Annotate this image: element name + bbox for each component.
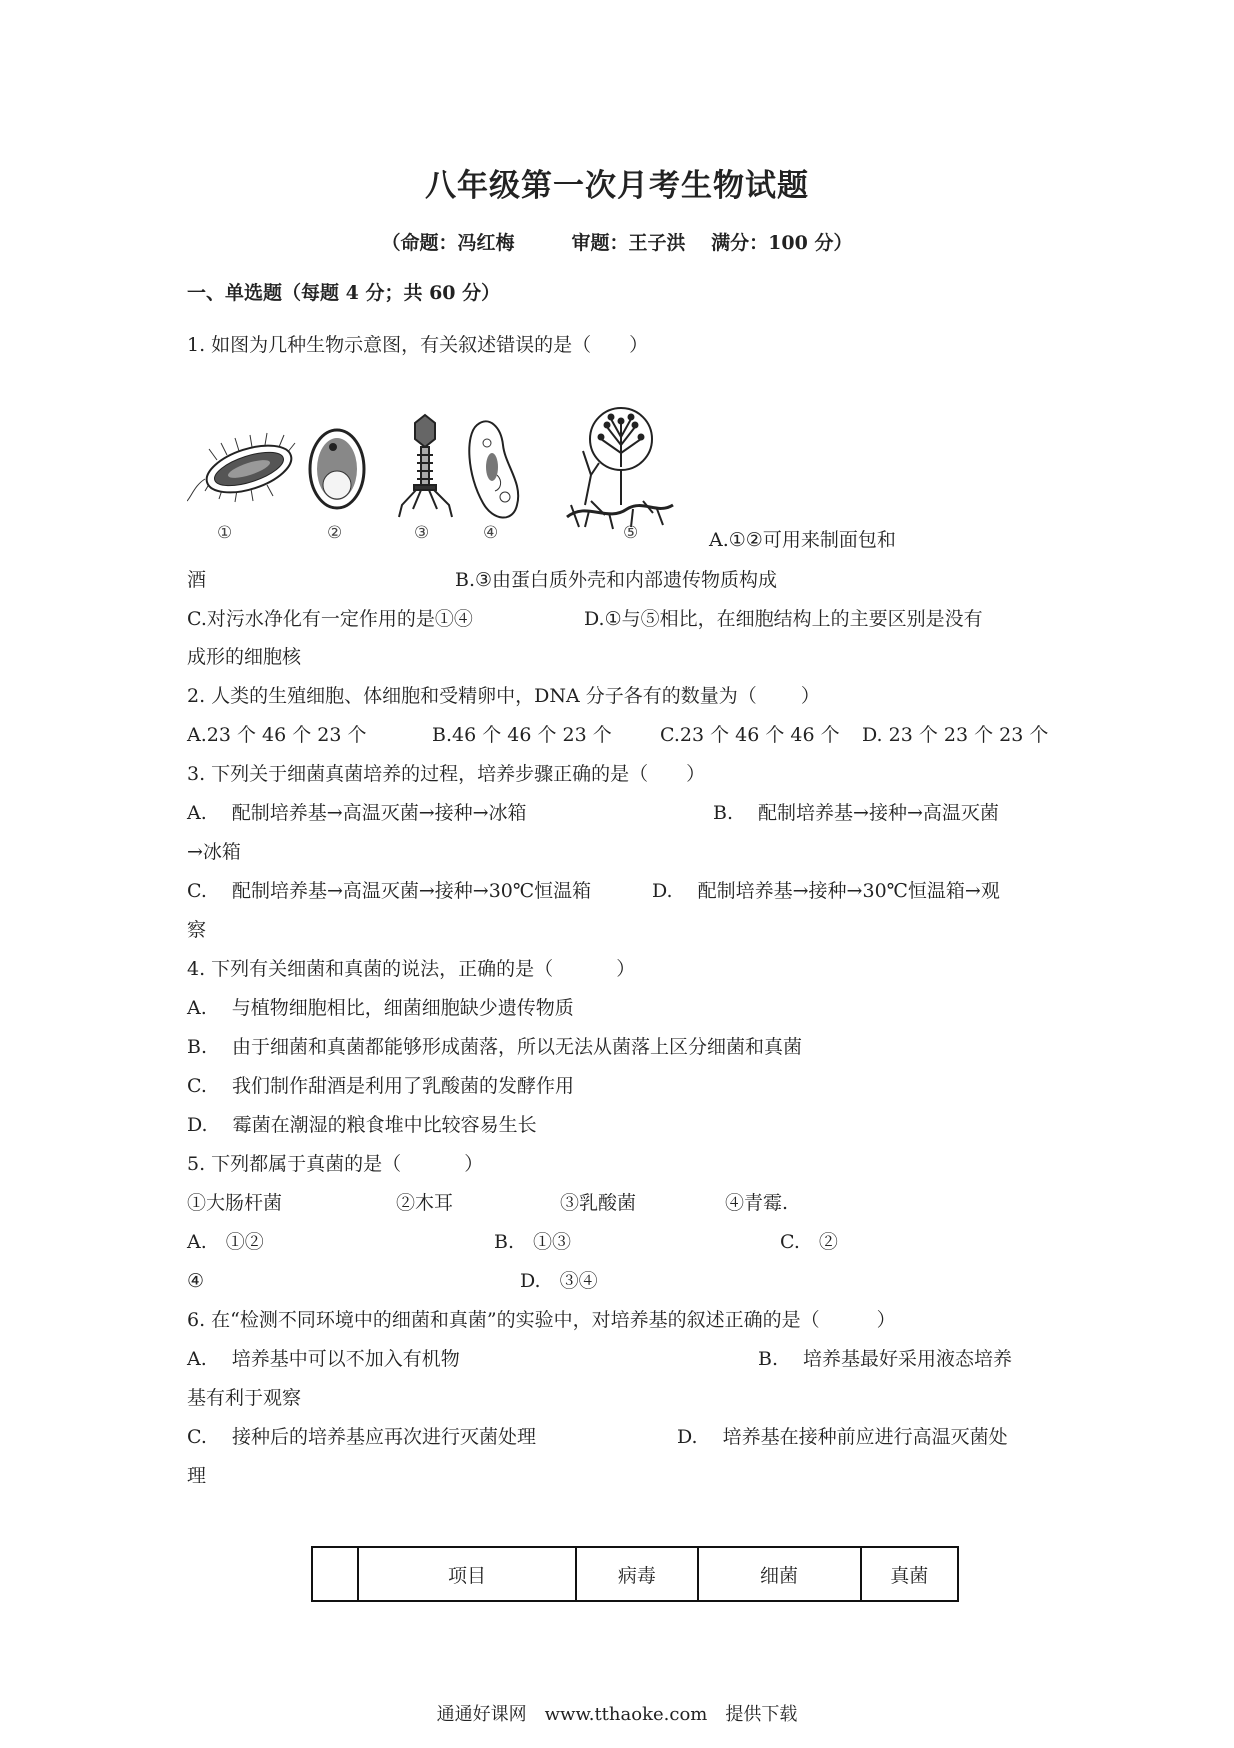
paramecium-illustration xyxy=(469,421,518,517)
question-2-option-c: C.23 个 46 个 46 个 xyxy=(660,724,840,746)
question-1-option-c: C.对污水净化有一定作用的是①④ xyxy=(187,608,473,630)
question-6-option-b: B. 培养基最好采用液态培养 xyxy=(758,1348,1013,1370)
question-4-option-c: C. 我们制作甜酒是利用了乳酸菌的发酵作用 xyxy=(187,1075,574,1097)
figure-label-3: ③ xyxy=(414,523,430,543)
exam-info: （命题：冯红梅 审题：王子洪 满分：100 分） xyxy=(381,232,853,254)
question-3-option-d-cont: 察 xyxy=(187,919,207,941)
virus-illustration xyxy=(399,415,452,517)
question-6-option-a: A. 培养基中可以不加入有机物 xyxy=(187,1348,460,1370)
table-header-cell xyxy=(312,1547,358,1601)
bacterium-illustration xyxy=(187,433,297,502)
question-2-option-b: B.46 个 46 个 23 个 xyxy=(432,724,612,746)
question-5-option-d: D. ③④ xyxy=(520,1270,598,1292)
question-2-option-a: A.23 个 46 个 23 个 xyxy=(187,724,367,746)
question-1-option-d: D.①与⑤相比，在细胞结构上的主要区别是没有 xyxy=(584,608,983,630)
question-5-item-3: ③乳酸菌 xyxy=(560,1192,637,1214)
question-3-option-d: D. 配制培养基→接种→30℃恒温箱→观 xyxy=(652,880,1000,902)
table-header-cell: 真菌 xyxy=(861,1547,958,1601)
question-3-option-a: A. 配制培养基→高温灭菌→接种→冰箱 xyxy=(187,802,527,824)
footer-source: 通通好课网 www.tthaoke.com 提供下载 xyxy=(436,1704,798,1725)
question-4-option-d: D. 霉菌在潮湿的粮食堆中比较容易生长 xyxy=(187,1114,537,1136)
question-5-option-a: A. ①② xyxy=(187,1231,264,1253)
question-5-option-c-cont: ④ xyxy=(187,1270,205,1292)
question-4-stem: 4. 下列有关细菌和真菌的说法，正确的是（ ） xyxy=(187,958,636,980)
question-5-option-b: B. ①③ xyxy=(494,1231,572,1253)
question-2-option-d: D. 23 个 23 个 23 个 xyxy=(862,724,1049,746)
question-1-option-a-cont: 酒 xyxy=(187,569,207,591)
table-header-cell: 细菌 xyxy=(698,1547,861,1601)
question-1-option-b: B.③由蛋白质外壳和内部遗传物质构成 xyxy=(455,569,778,591)
question-6-option-d-cont: 理 xyxy=(187,1465,207,1487)
figure-label-2: ② xyxy=(327,523,343,543)
question-5-item-1: ①大肠杆菌 xyxy=(187,1192,283,1214)
page-title: 八年级第一次月考生物试题 xyxy=(425,168,809,204)
question-6-stem: 6. 在“检测不同环境中的细菌和真菌”的实验中，对培养基的叙述正确的是（ ） xyxy=(187,1309,896,1331)
comparison-table xyxy=(311,1546,959,1602)
question-3-option-b: B. 配制培养基→接种→高温灭菌 xyxy=(713,802,999,824)
question-4-option-b: B. 由于细菌和真菌都能够形成菌落，所以无法从菌落上区分细菌和真菌 xyxy=(187,1036,803,1058)
question-5-item-2: ②木耳 xyxy=(396,1192,454,1214)
figure-label-1: ① xyxy=(217,523,233,543)
question-5-item-4: ④青霉. xyxy=(725,1192,789,1214)
question-6-option-c: C. 接种后的培养基应再次进行灭菌处理 xyxy=(187,1426,536,1448)
figure-label-5: ⑤ xyxy=(623,523,639,543)
question-4-option-a: A. 与植物细胞相比，细菌细胞缺少遗传物质 xyxy=(187,997,574,1019)
question-5-stem: 5. 下列都属于真菌的是（ ） xyxy=(187,1153,484,1175)
question-1-option-a: A.①②可用来制面包和 xyxy=(709,529,896,551)
question-6-option-b-cont: 基有利于观察 xyxy=(187,1387,302,1409)
question-3-stem: 3. 下列关于细菌真菌培养的过程，培养步骤正确的是（ ） xyxy=(187,763,706,785)
question-2-stem: 2. 人类的生殖细胞、体细胞和受精卵中，DNA 分子各有的数量为（ ） xyxy=(187,685,820,707)
question-3-option-b-cont: →冰箱 xyxy=(187,841,241,863)
question-1-option-d-cont: 成形的细胞核 xyxy=(187,646,302,668)
mold-illustration xyxy=(567,408,673,529)
question-3-option-c: C. 配制培养基→高温灭菌→接种→30℃恒温箱 xyxy=(187,880,592,902)
question-5-option-c: C. ② xyxy=(780,1231,838,1253)
figure-label-4: ④ xyxy=(483,523,499,543)
table-header-cell: 项目 xyxy=(358,1547,577,1601)
table-header-cell: 病毒 xyxy=(576,1547,697,1601)
organisms-figure xyxy=(187,405,707,553)
yeast-illustration xyxy=(310,430,364,508)
table-header-row xyxy=(312,1547,958,1601)
question-1-stem: 1. 如图为几种生物示意图，有关叙述错误的是（ ） xyxy=(187,334,649,356)
question-6-option-d: D. 培养基在接种前应进行高温灭菌处 xyxy=(677,1426,1008,1448)
section-heading: 一、单选题（每题 4 分；共 60 分） xyxy=(187,282,501,304)
